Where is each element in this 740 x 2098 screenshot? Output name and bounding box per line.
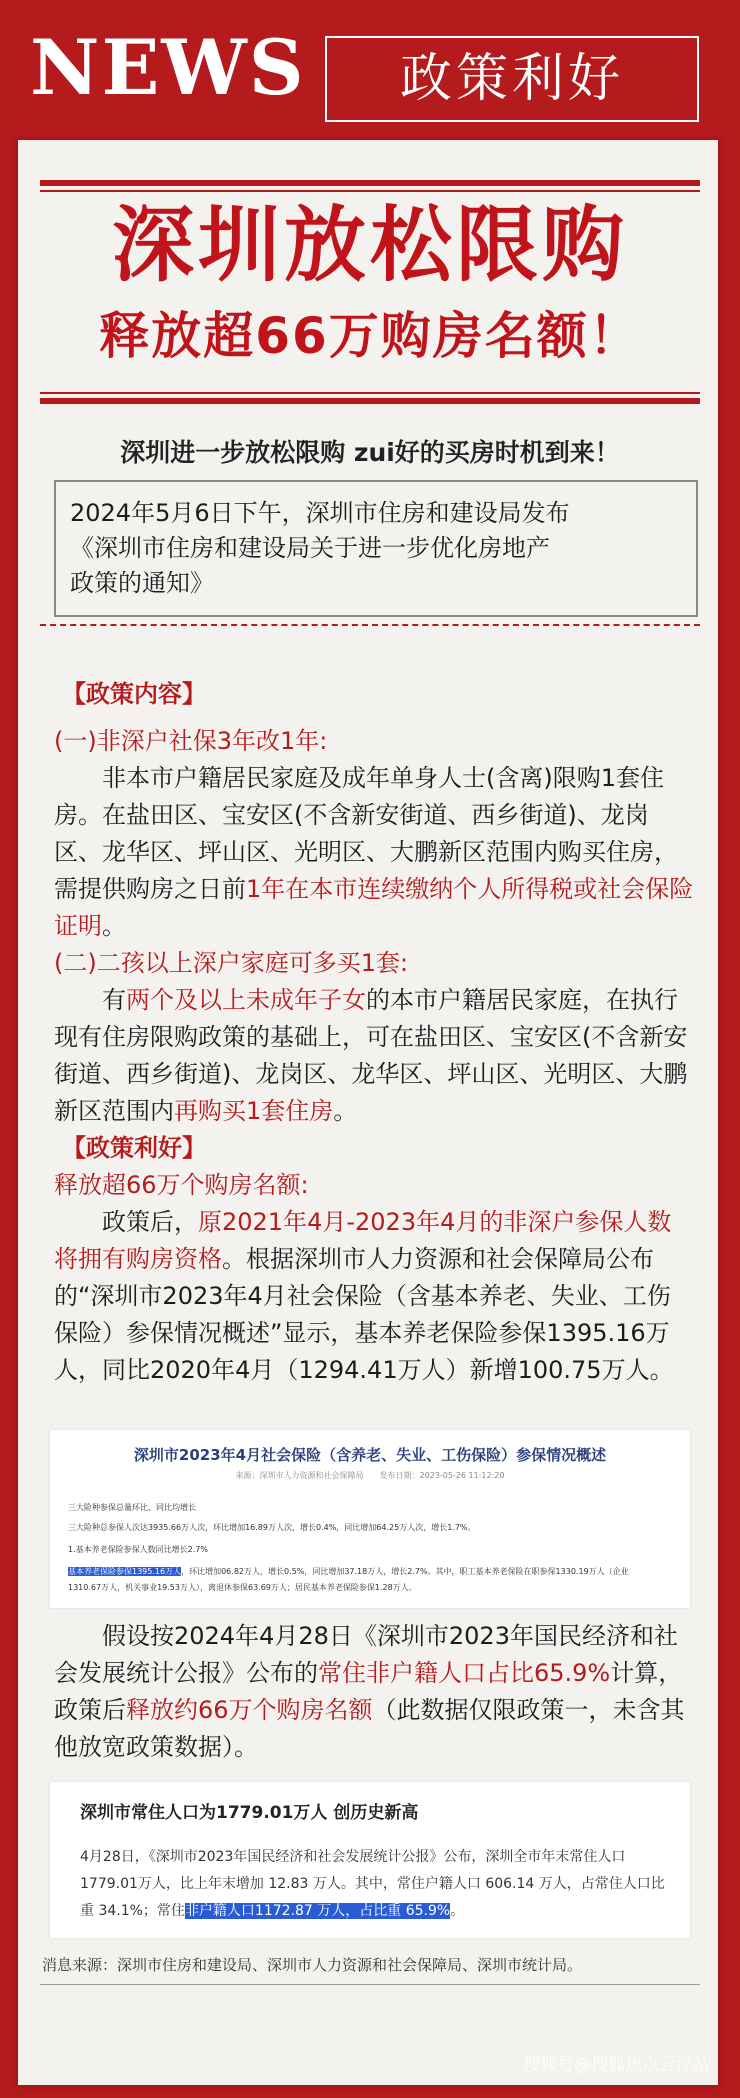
mid-rule-thin bbox=[40, 392, 700, 394]
clipping-line: 1.基本养老保险参保人数同比增长2.7% bbox=[68, 1545, 208, 1554]
text-run: 的本市户籍居民家庭，在执行现有住房限购政策的基础上，可在盐田区、宝安区(不含新安街道、西乡街道)、龙岗区、龙华区、坪山区、光明区、大鹏新区范围内 bbox=[54, 986, 688, 1125]
policy-item1-text bbox=[54, 760, 694, 945]
dashed-divider bbox=[40, 624, 700, 626]
clipping-body bbox=[80, 1844, 668, 1925]
calc-text bbox=[54, 1618, 694, 1766]
population-clipping bbox=[50, 1782, 690, 1938]
policy-section-title: 【政策内容】 bbox=[62, 680, 206, 708]
bottom-rule bbox=[40, 1984, 700, 1985]
news-tag: 政策利好 bbox=[325, 36, 699, 122]
policy-section bbox=[54, 676, 694, 1389]
policy-item2-heading: (二)二孩以上深户家庭可多买1套: bbox=[54, 949, 409, 977]
highlight-run: 原2021年4月-2023年4月的非深户参保人数将拥有购房资格 bbox=[54, 1208, 672, 1273]
text-run: （此数据仅限政策一，未含其他放宽政策数据）。 bbox=[54, 1696, 685, 1761]
top-rule bbox=[40, 180, 700, 186]
highlight-run: 常住非户籍人口占比65.9% bbox=[318, 1659, 611, 1687]
clipping-title: 深圳市常住人口为1779.01万人 创历史新高 bbox=[80, 1803, 419, 1823]
text-run: 政策后， bbox=[102, 1208, 198, 1236]
highlight-run: 两个及以上未成年子女 bbox=[126, 986, 366, 1014]
text-run: 非本市户籍居民家庭及成年单身人士(含离)限购1套住房。在盐田区、宝安区(不含新安街道、西乡街道)、龙岗区、龙华区、坪山区、光明区、大鹏新区范围内购买住房，需提供购房之日前 bbox=[54, 764, 678, 903]
benefit-heading: 释放超66万个购房名额: bbox=[54, 1171, 309, 1199]
headline-main: 深圳放松限购 bbox=[111, 198, 628, 293]
benefit-text bbox=[54, 1204, 694, 1389]
text-run: 。 bbox=[333, 1097, 358, 1125]
notice-line: 《深圳市住房和建设局关于进一步优化房地产 bbox=[70, 534, 550, 562]
subline: 深圳进一步放松限购 zui好的买房时机到来！ bbox=[120, 438, 620, 467]
text-run: 。根据深圳市人力资源和社会保障局公布的“深圳市2023年4月社会保险（含基本养老、失业、工伤保险）参保情况概述”显示，基本养老保险参保1395.16万人，同比2020年4月（1294.41万人）新增100.75万人。 bbox=[54, 1245, 674, 1384]
clipping-line: 三大险种总参保人次达3935.66万人次，环比增加16.89万人次，增长0.4%，同比增加64.25万人次，增长1.7%。 bbox=[68, 1523, 476, 1532]
highlight-run: 1年在本市连续缴纳个人所得税或社会保险证明 bbox=[54, 875, 694, 940]
text-run: 。 bbox=[102, 912, 126, 940]
clipping-title: 深圳市2023年4月社会保险（含养老、失业、工伤保险）参保情况概述 bbox=[133, 1446, 607, 1464]
text-run: 4月28日，《深圳市2023年国民经济和社会发展统计公报》公布，深圳全市年末常住人口 1779.01万人，比上年末增加 12.83 万人。其中，常住户籍人口 606.14 万人，占常住人口比重 34.1%；常住 bbox=[80, 1849, 665, 1919]
paper-sheet bbox=[18, 140, 718, 2085]
clipping-line: 1310.67万人，机关事业19.53万人），离退休参保63.69万人；居民基本养老保险参保1.28万人。 bbox=[68, 1583, 417, 1592]
policy-item2-text bbox=[54, 982, 694, 1130]
header-banner bbox=[0, 0, 740, 140]
policy-item1-heading: (一)非深户社保3年改1年: bbox=[54, 727, 328, 755]
source-note: 消息来源：深圳市住房和建设局、深圳市人力资源和社会保障局、深圳市统计局。 bbox=[42, 1956, 583, 1974]
highlight-run: 释放约66万个购房名额 bbox=[126, 1696, 373, 1724]
text-run: 。 bbox=[450, 1903, 465, 1919]
clipping-source: 来源：深圳市人力资源和社会保障局 发布日期：2023-05-26 11:12:20 bbox=[235, 1471, 505, 1480]
notice-line: 2024年5月6日下午，深圳市住房和建设局发布 bbox=[70, 499, 570, 527]
watermark: 搜狐号@搜狐焦点云浮站 bbox=[523, 2055, 710, 2075]
text-run: 假设按2024年4月28日《深圳市2023年国民经济和社会发展统计公报》公布的 bbox=[54, 1622, 678, 1687]
mid-rule bbox=[40, 398, 700, 404]
benefit-section-title: 【政策利好】 bbox=[62, 1134, 206, 1162]
notice-box bbox=[54, 480, 698, 617]
calc-section bbox=[54, 1618, 694, 1766]
insurance-clipping bbox=[50, 1430, 690, 1608]
clipping-line: 三大险种参保总量环比、同比均增长 bbox=[68, 1503, 196, 1512]
clipping-line bbox=[68, 1566, 629, 1577]
text-run: 计算，政策后 bbox=[54, 1659, 683, 1724]
news-logo: NEWS bbox=[30, 23, 306, 112]
headline-sub: 释放超66万购房名额！ bbox=[99, 307, 641, 365]
highlight-run: 非户籍人口1172.87 万人，占比重 65.9% bbox=[184, 1903, 451, 1919]
highlight-run: 再购买1套住房 bbox=[174, 1097, 334, 1125]
highlight-run: 基本养老保险参保1395.16万人 bbox=[68, 1567, 182, 1576]
top-rule-thin bbox=[40, 190, 700, 192]
text-run: 有 bbox=[102, 986, 126, 1014]
text-run: ，环比增加06.82万人，增长0.5%，同比增加37.18万人，增长2.7%。其中，职工基本养老保险在职参保1330.19万人（企业 bbox=[181, 1567, 629, 1576]
notice-line: 政策的通知》 bbox=[70, 569, 214, 597]
